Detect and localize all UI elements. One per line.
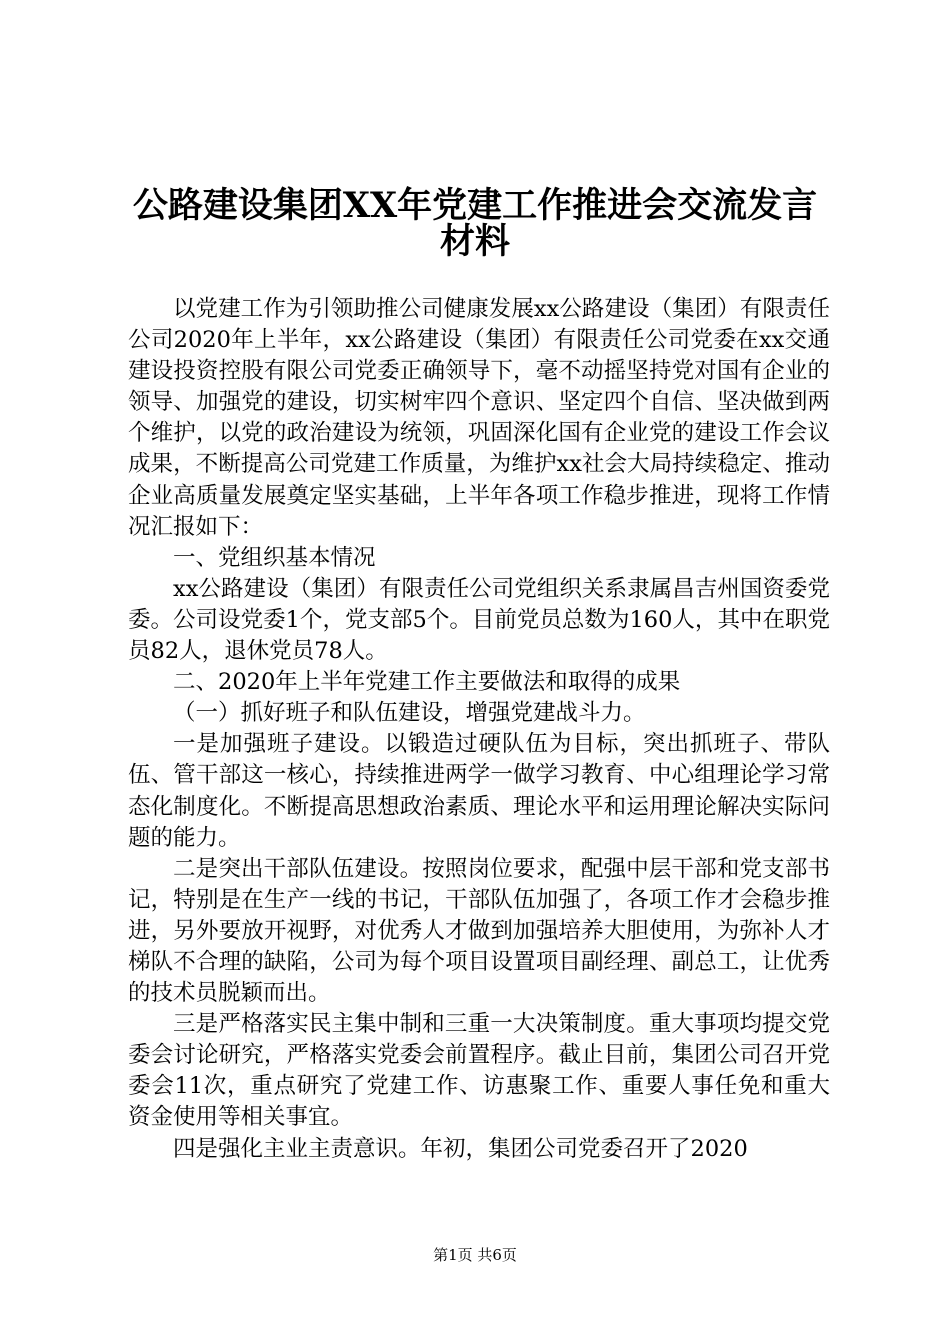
paragraph-org-overview: xx公路建设（集团）有限责任公司党组织关系隶属昌吉州国资委党委。公司设党委1个，党支部5个。目前党员总数为160人，其中在职党员82人，退休党员78人。 <box>128 575 830 665</box>
paragraph-item-2: 二是突出干部队伍建设。按照岗位要求，配强中层干部和党支部书记，特别是在生产一线的书记，干部队伍加强了，各项工作才会稳步推进，另外要放开视野，对优秀人才做到加强培养大胆使用，为弥补人才梯队不合理的缺陷，公司为每个项目设置项目副经理、副总工，让优秀的技术员脱颖而出。 <box>128 855 830 1007</box>
page-number-footer: 第1页 共6页 <box>433 1246 517 1264</box>
paragraph-item-1: 一是加强班子建设。以锻造过硬队伍为目标，突出抓班子、带队伍、管干部这一核心，持续推进两学一做学习教育、中心组理论学习常态化制度化。不断提高思想政治素质、理论水平和运用理论解决实际问题的能力。 <box>128 731 830 851</box>
subsection-heading-1: （一）抓好班子和队伍建设，增强党建战斗力。 <box>173 700 646 727</box>
document-body <box>128 294 830 1165</box>
document-title-line-1: 公路建设集团XX年党建工作推进会交流发言 <box>132 185 818 226</box>
section-heading-2: 二、2020年上半年党建工作主要做法和取得的成果 <box>173 669 681 696</box>
section-heading-1: 一、党组织基本情况 <box>173 544 376 571</box>
document-title-line-2: 材料 <box>439 221 510 262</box>
paragraph-item-4: 四是强化主业主责意识。年初，集团公司党委召开了2020 <box>173 1135 748 1162</box>
paragraph-item-3: 三是严格落实民主集中制和三重一大决策制度。重大事项均提交党委会讨论研究，严格落实党委会前置程序。截止目前，集团公司召开党委会11次，重点研究了党建工作、访惠聚工作、重要人事任免和重大资金使用等相关事宜。 <box>128 1011 830 1131</box>
paragraph-intro: 以党建工作为引领助推公司健康发展xx公路建设（集团）有限责任公司2020年上半年，xx公路建设（集团）有限责任公司党委在xx交通建设投资控股有限公司党委正确领导下，毫不动摇坚持党对国有企业的领导、加强党的建设，切实树牢四个意识、坚定四个自信、坚决做到两个维护，以党的政治建设为统领，巩固深化国有企业党的建设工作会议成果，不断提高公司党建工作质量，为维护xx社会大局持续稳定、推动企业高质量发展奠定坚实基础，上半年各项工作稳步推进，现将工作情况汇报如下： <box>128 296 830 540</box>
